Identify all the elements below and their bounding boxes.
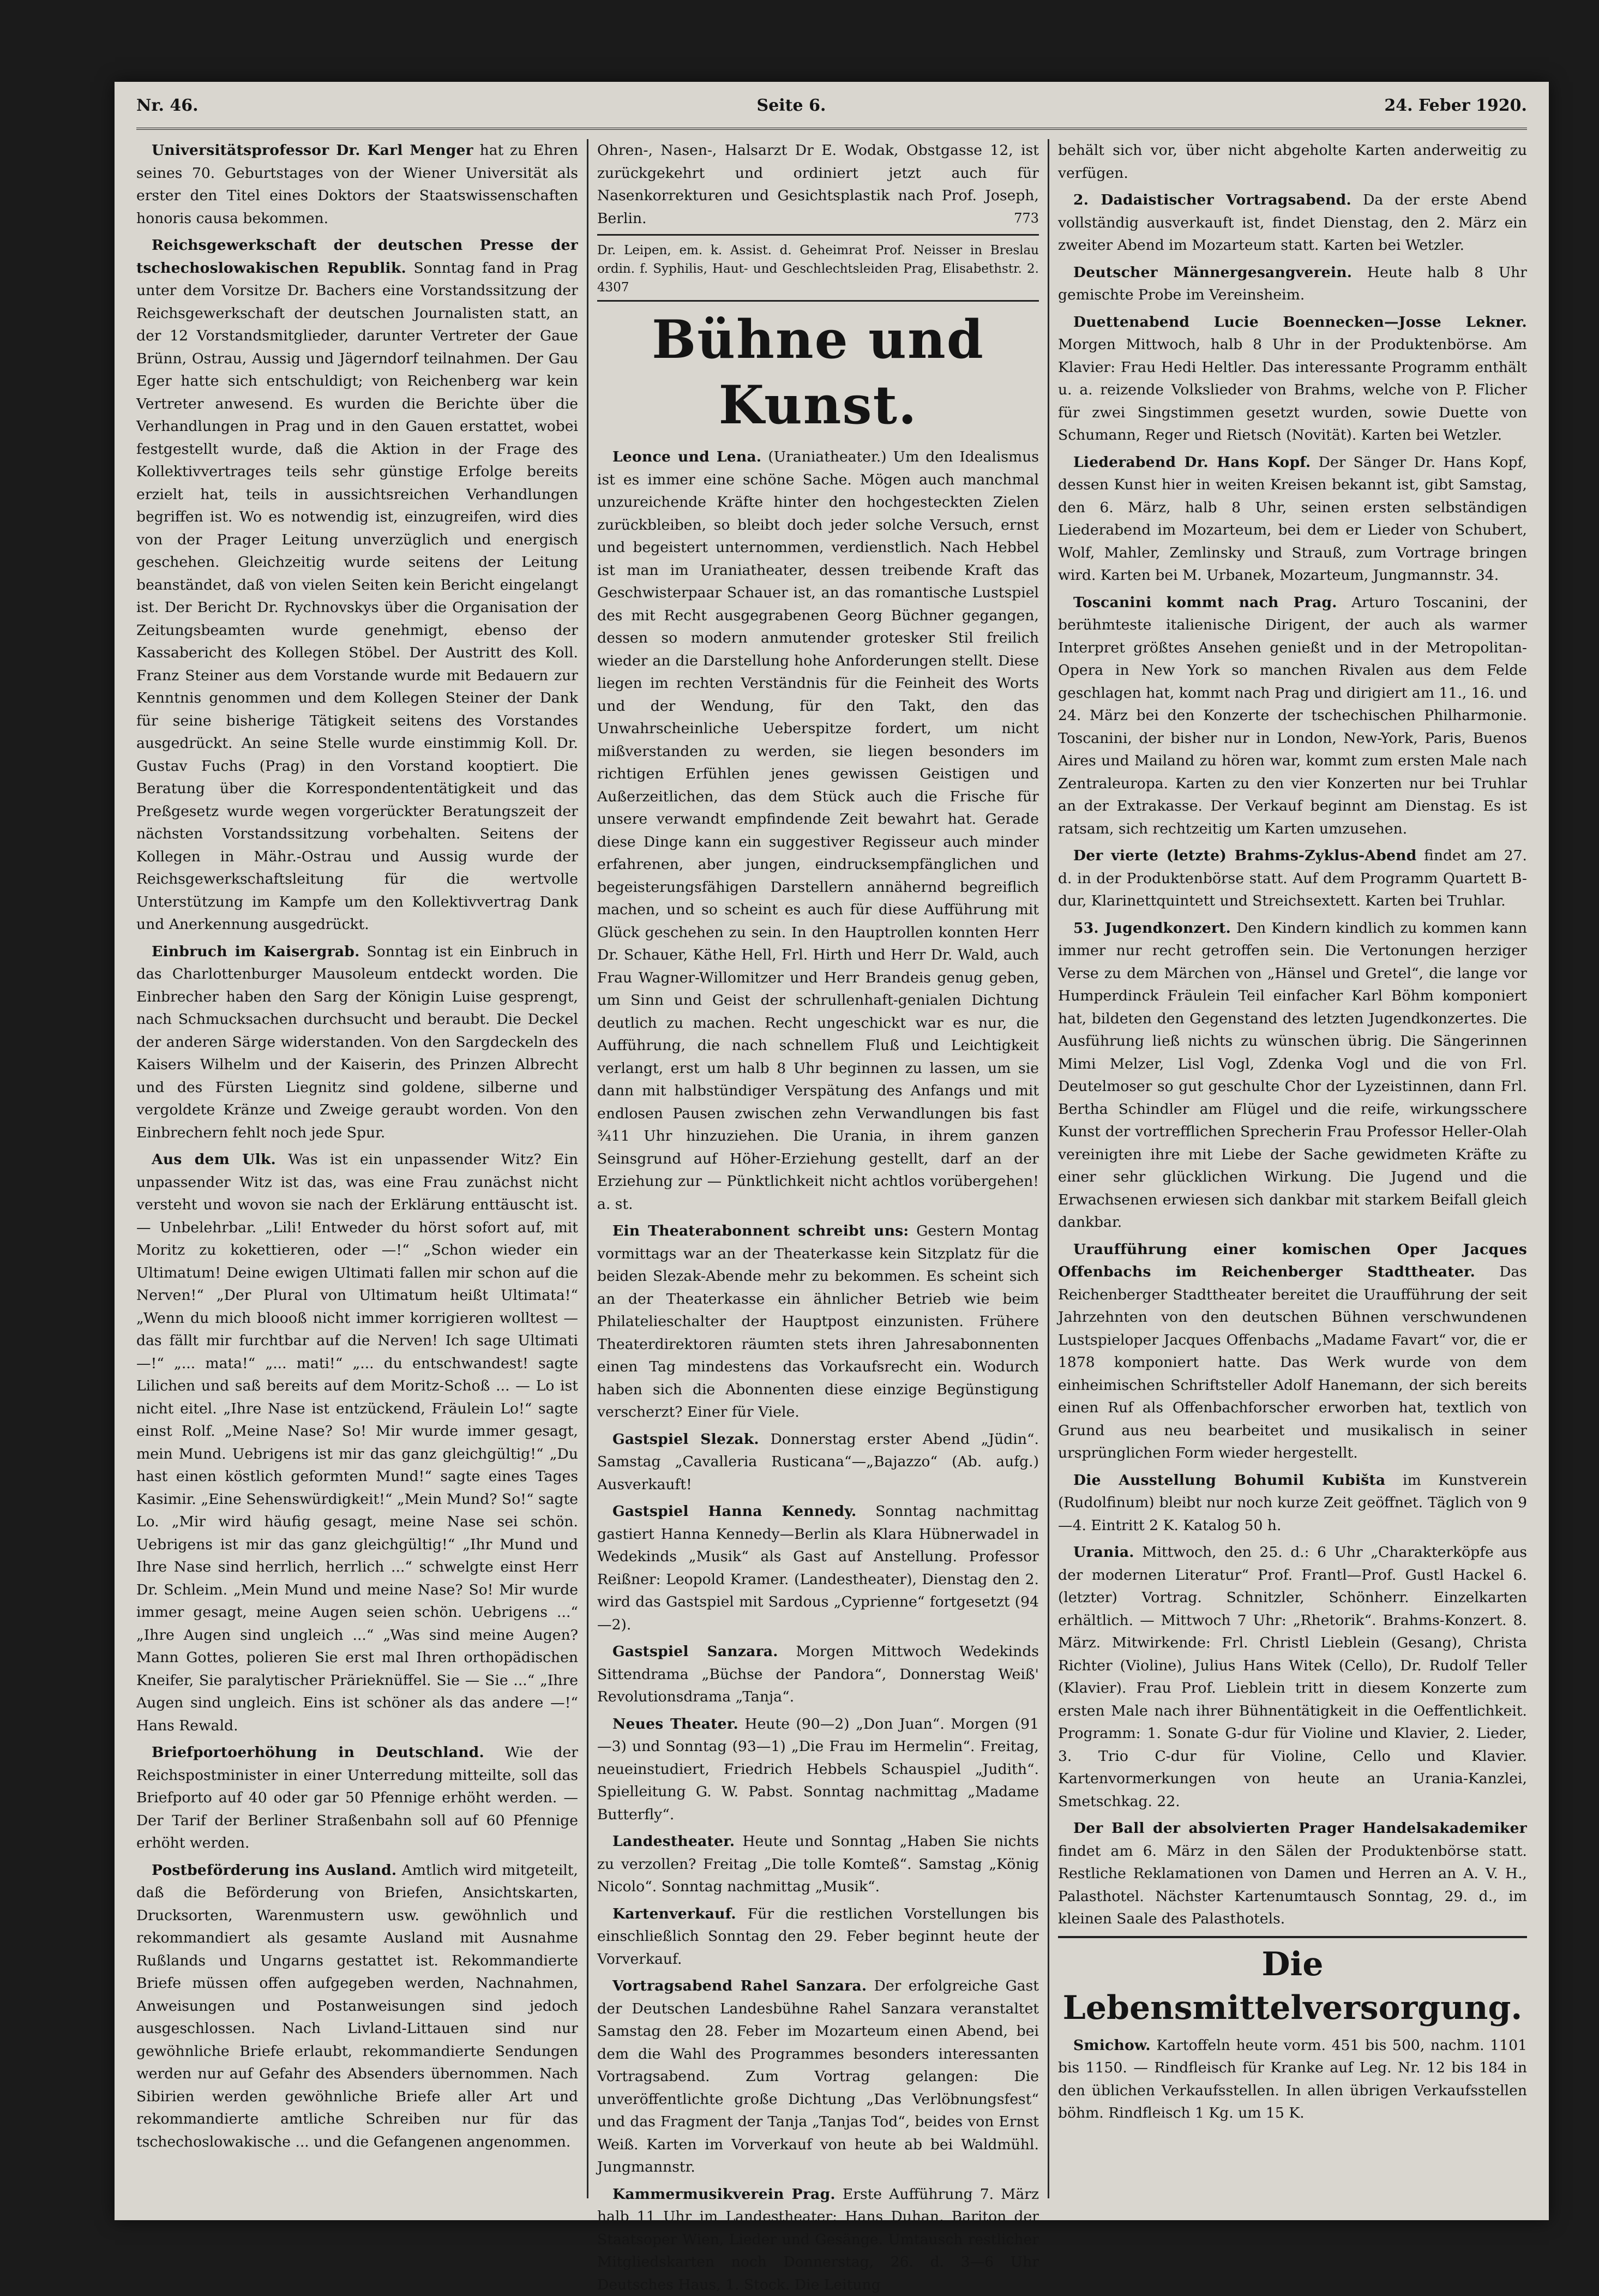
article xyxy=(597,1975,1039,2179)
article-headline: Deutscher Männergesangverein. xyxy=(1073,264,1352,281)
section-title: Bühne und Kunst. xyxy=(597,307,1039,438)
article-headline: Universitätsprofessor Dr. Karl Menger xyxy=(152,142,473,159)
article xyxy=(597,1640,1039,1708)
page-number: Seite 6. xyxy=(757,96,826,115)
issue-number: Nr. 46. xyxy=(136,96,199,115)
article-text: Morgen Mittwoch Wedekinds Sittendrama „Büchse der Pandora“, Donnerstag Weiß' Revolutionsdrama „Tanja“. xyxy=(597,1643,1039,1705)
article-headline: Einbruch im Kaisergrab. xyxy=(152,943,360,960)
article-text: findet am 6. März in den Sälen der Produktenbörse statt. Restliche Reklamationen von Damen und Herren an A. V. H., Palasthotel. Nächster Kartenumtausch Sonntag, 29. d., im kleinen Saale des Palasthotels. xyxy=(1058,1843,1527,1928)
article xyxy=(1058,2034,1527,2125)
article xyxy=(1058,844,1527,913)
article-text: (Uraniatheater.) Um den Idealismus ist es immer eine schöne Sache. Mögen auch manchmal unzureichende Kräfte hinter den hochgesteckten Zielen zurückbleiben, so bleibt doch jeder solche Versuch, ernst und begeistert unternommen, verdienstlich. Nach Hebbel ist man im Uraniatheater, dessen treibende Kraft das Geschwisterpaar Schauer ist, an das romantische Lustspiel des mit Recht ausgegrabenen Georg Büchner gegangen, dessen so modern anmutender grotesker Stil freilich wieder an die Darstellung hohe Anforderungen stellt. Diese liegen im rechten Verständnis für die Feinheit des Worts und der Wendung, für den Takt, den das Unwahrscheinliche Ueberspitze fordert, um nicht mißverstanden zu werden, sie liegen besonders im richtigen Erfühlen jenes gewissen Geistigen und Außerzeitlichen, das dem Stück auch die Frische für unsere verwandt empfindende Zeit bewahrt hat. Gerade diese Dinge kann ein suggestiver Regisseur auch minder erfahrenen, aber jungen, eindrucksempfänglichen und begeisterungsfähigen Darstellern annähernd begreiflich machen, und so scheint es auch für diese Aufführung mit Glück geschehen zu sein. In den Hauptrollen konnten Herr Dr. Schauer, Käthe Hell, Frl. Hirth und Herr Dr. Wald, auch Frau Wagner-Willomitzer und Herr Brandeis genug geben, um Sinn und Geist der schrullenhaft-genialen Dichtung deutlich zu machen. Recht ungeschickt war es nur, die Aufführung, die nach schnellem Fluß und Leichtigkeit verlangt, erst um halb 8 Uhr beginnen zu lassen, um sie dann mit halbstündiger Verspätung des Anfangs und mit endlosen Pausen zwischen zehn Verwandlungen bis fast ¾11 Uhr hinzuziehen. Die Urania, in ihrem ganzen Seinsgrund auf Höher-Erziehung gestellt, darf an der Erziehung zur — Pünktlichkeit nicht achtlos vorübergehen! xyxy=(597,448,1039,1190)
article-text: Der Sänger Dr. Hans Kopf, dessen Kunst hier in weiten Kreisen bekannt ist, gibt Samstag, den 6. März, halb 8 Uhr, seinen ersten selbständigen Liederabend im Mozarteum, bei dem er Lieder von Schubert, Wolf, Mahler, Zemlinsky und Strauß, zum Vortrage bringen wird. Karten bei M. Urbanek, Mozarteum, Jungmannstr. 34. xyxy=(1058,454,1527,584)
issue-date: 24. Feber 1920. xyxy=(1384,96,1527,115)
column-2 xyxy=(597,139,1039,2198)
article xyxy=(136,139,578,230)
section-title: Die Lebensmittelversorgung. xyxy=(1058,1936,1527,2030)
article xyxy=(1058,1817,1527,1931)
article-headline: Der Ball der absolvierten Prager Handelsakademiker xyxy=(1073,1820,1527,1837)
article xyxy=(597,1428,1039,1496)
column-divider xyxy=(587,139,588,2198)
article xyxy=(136,1859,578,2154)
article-text: hat zu Ehren seines 70. Geburtstages von der Wiener Universität als erster den Titel eines Doktors der Staatswissenschaften honoris causa bekommen. xyxy=(136,142,578,227)
article-text: Heute und Sonntag „Haben Sie nichts zu verzollen? Freitag „Die tolle Komteß“. Samstag „König Nicolo“. Sonntag nachmittag „Musik“. xyxy=(597,1833,1039,1895)
article-headline: Urania. xyxy=(1073,1544,1134,1561)
article xyxy=(1058,1469,1527,1537)
article-text: Heute (90—2) „Don Juan“. Morgen (91—3) und Sonntag (93—1) „Die Frau im Hermelin“. Freitag, neueinstudiert, Friedrich Hebbels Schauspiel „Judith“. Spielleitung G. W. Pabst. Sonntag nachmittag „Madame Butterfly“. xyxy=(597,1716,1039,1823)
article-headline: 53. Jugendkonzert. xyxy=(1073,920,1231,937)
ad-text: Dr. Leipen, em. k. Assist. d. Geheimrat Prof. Neisser in Breslau ordin. f. Syphilis, Haut- und Geschlechtsleiden Prag, Elisabethstr. 2. xyxy=(597,243,1039,276)
newspaper-page xyxy=(115,82,1549,2220)
article-text: Heute halb 8 Uhr gemischte Probe im Vereinsheim. xyxy=(1058,264,1527,304)
article-headline: Die Ausstellung Bohumil Kubišta xyxy=(1073,1472,1385,1489)
article xyxy=(597,446,1039,1215)
article-headline: Ein Theaterabonnent schreibt uns: xyxy=(612,1222,909,1239)
article-text: Sonntag ist ein Einbruch in das Charlottenburger Mausoleum entdeckt worden. Die Einbrecher haben den Sarg der Königin Luise gesprengt, nach Schmucksachen durchsucht und beraubt. Die Deckel der anderen Särge widerstanden. Von den Sargdeckeln des Kaisers Wilhelm und der Kaiserin, des Prinzen Albrecht und des Fürsten Liegnitz sind goldene, silberne und vergoldete Kränze und Zweige geraubt worden. Von den Einbrechern fehlt noch jede Spur. xyxy=(136,943,578,1141)
article-signature: a. st. xyxy=(597,1196,633,1213)
article-headline: Liederabend Dr. Hans Kopf. xyxy=(1073,454,1311,471)
article-text: Sonntag fand in Prag unter dem Vorsitze Dr. Bachers eine Vorstandssitzung der Reichsgewerkschaft der deutschen Journalisten statt, an der 12 Vorstandsmitglieder, darunter Vertreter der Gaue Brünn, Ostrau, Aussig und Jägerndorf teilnahmen. Der Gau Eger hatte sich entschuldigt; von Reichenberg war kein Vertreter anwesend. Es wurden die Berichte über die Verhandlungen in Prag und in den Gauen erstattet, wobei festgestellt wurde, daß die Aktion in der Frage des Kollektivvertrages teils sehr günstige Erfolge bereits erzielt hat, teils in aussichtsreichen Verhandlungen begriffen ist. Wo es notwendig ist, einzugreifen, wird dies von der Prager Leitung unverzüglich und energisch geschehen. Gleichzeitig wurde seitens der Leitung beanständet, daß von vielen Seiten kein Bericht eingelangt ist. Der Bericht Dr. Rychnovskys über die Organisation der Zeitungsbeamten wurde genehmigt, ebenso der Kassabericht des Kollegen Stöbel. Der Austritt des Koll. Franz Steiner aus dem Vorstande wurde mit Bedauern zur Kenntnis genommen und dem Kollegen Steiner der Dank für seine bisherige Tätigkeit seitens des Vorstandes ausgedrückt. An seine Stelle wurde einstimmig Koll. Dr. Gustav Fuchs (Prag) in den Vorstand kooptiert. Die Beratung über die Korrespondententätigkeit und das Preßgesetz wurde wegen vorgerückter Beratungszeit der nächsten Vorstandssitzung vorbehalten. Seitens der Kollegen in Mähr.-Ostrau und Aussig wurde der Reichsgewerkschaftsleitung für die wertvolle Unterstützung im Kampfe um den Kollektivvertrag Dank und Anerkennung ausgedrückt. xyxy=(136,260,578,933)
article-headline: Gastspiel Sanzara. xyxy=(612,1643,778,1660)
article-text: Was ist ein unpassender Witz? Ein unpassender Witz ist das, was eine Frau zunächst nicht versteht und wovon sie nach der Erklärung enttäuscht ist. — Unbelehrbar. „Lili! Entweder du hörst sofort auf, mit Moritz zu kokettieren, oder —!“ „Schon wieder ein Ultimatum! Deine ewigen Ultimati fallen mir schon auf die Nerven!“ „Der Plural von Ultimatum heißt Ultimata!“ „Wenn du mich bloooß nicht immer korrigieren wolltest — das fällt mir furchtbar auf die Nerven! Ich sage Ultimati —!“ „... mata!“ „... mati!“ „... du entschwandest! sagte Lilichen und saß bereits auf dem Moritz-Schoß ... — Lo ist nicht eitel. „Ihre Nase ist entzückend, Fräulein Lo!“ sagte einst Rolf. „Meine Nase? So! Mir wurde immer gesagt, mein Mund. Uebrigens ist mir das ganz gleichgültig!“ „Du hast einen köstlich geformten Mund!“ sagte eines Tages Kasimir. „Eine Sehenswürdigkeit!“ „Mein Mund? So!“ sagte Lo. „Mir wird häufig gesagt, meine Nase sei schön. Uebrigens ist mir das ganz gleichgültig!“ „Ihr Mund und Ihre Nase sind herrlich, herrlich ...“ schwelgte einst Herr Dr. Schleim. „Mein Mund und meine Nase? So! Mir wurde immer gesagt, meine Augen seien schön. Uebrigens ...“ „Ihre Augen sind ungleich ...“ „Was sind meine Augen? Mann Gottes, polieren Sie erst mal Ihren orthopädischen Kneifer, Sie paralytischer Prärieknüffel. Sie — Sie ...“ „Ihre Augen sind ungleich. Eins ist schöner als das andere —!“ xyxy=(136,1151,578,1711)
column-3 xyxy=(1058,139,1527,2198)
advertisement xyxy=(597,139,1039,236)
ad-text: Ohren-, Nasen-, Halsarzt Dr E. Wodak, Obstgasse 12, ist zurückgekehrt und ordiniert jetzt auch für Nasenkorrekturen und Gesichtsplastik nach Prof. Joseph, Berlin. xyxy=(597,142,1039,227)
article xyxy=(1058,917,1527,1234)
article xyxy=(136,1741,578,1855)
article-text: Gestern Montag vormittags war an der Theaterkasse kein Sitzplatz für die beiden Slezak-Abende mehr zu bekommen. Es scheint sich an der Theaterkasse ein ähnlicher Betrieb wie beim Philatelieschalter der Hauptpost einzunisten. Frühere Theaterdirektoren räumten stets ihren Jahresabonnenten einen Tag mindestens das Vorkaufsrecht ein. Wodurch haben sich die Abonnenten diese einzige Begünstigung verscherzt? Einer für Viele. xyxy=(597,1222,1039,1420)
article xyxy=(1058,591,1527,841)
article-text: Donnerstag erster Abend „Jüdin“. Samstag „Cavalleria Rusticana“—„Bajazzo“ (Ab. aufg.) Ausverkauft! xyxy=(597,1431,1039,1493)
article-headline: Leonce und Lena. xyxy=(612,448,761,465)
article-headline: Duettenabend Lucie Boennecken—Josse Lekner. xyxy=(1073,314,1527,331)
article xyxy=(1058,1238,1527,1465)
article-text: findet am 27. d. in der Produktenbörse statt. Auf dem Programm Quartett B-dur, Klarinettquintett und Streichsextett. Karten bei Truhlar. xyxy=(1058,847,1527,909)
column-1 xyxy=(136,139,578,2198)
article-headline: Neues Theater. xyxy=(612,1716,738,1733)
article-headline: Der vierte (letzte) Brahms-Zyklus-Abend xyxy=(1073,847,1417,864)
article xyxy=(1058,261,1527,307)
article-text: Wie der Reichspostminister in einer Unterredung mitteilte, soll das Briefporto auf 40 oder gar 50 Pfennige erhöht werden. — Der Tarif der Berliner Straßenbahn soll auf 60 Pfennige erhöht werden. xyxy=(136,1744,578,1851)
article-headline: 2. Dadaistischer Vortragsabend. xyxy=(1073,191,1351,208)
article-headline: Briefportoerhöhung in Deutschland. xyxy=(152,1744,484,1761)
article-text: Amtlich wird mitgeteilt, daß die Beförderung von Briefen, Ansichtskarten, Drucksorten, Warenmustern usw. gewöhnlich und rekommandiert als gesamte Ausland mit Ausnahme Rußlands und Ungarns gestattet ist. Rekommandierte Briefe müssen offen aufgegeben werden, Nachnahmen, Anweisungen und Postanweisungen sind jedoch ausgeschlossen. Nach Livland-Littauen sind nur gewöhnliche Briefe erlaubt, rekommandierte Sendungen werden nur auf Gefahr des Absenders übernommen. Nach Sibirien werden gewöhnliche Briefe aller Art und rekommandierte amtliche Schreiben nur für das tschechoslowakische ... und die Gefangenen angenommen. xyxy=(136,1862,578,2150)
article-headline: Kammermusikverein Prag. xyxy=(612,2186,835,2203)
article-text: Für die restlichen Vorstellungen bis einschließlich Sonntag den 29. Feber beginnt heute der Vorverkauf. xyxy=(597,1905,1039,1968)
article xyxy=(1058,311,1527,447)
article xyxy=(1058,1541,1527,1813)
article-headline: Postbeförderung ins Ausland. xyxy=(152,1862,396,1879)
article xyxy=(597,2183,1039,2296)
article xyxy=(1058,189,1527,257)
column-divider xyxy=(1048,139,1049,2198)
article xyxy=(136,234,578,936)
article-text: Arturo Toscanini, der berühmteste italienische Dirigent, der auch als warmer Interpret größtes Ansehen genießt und in der Metropolitan-Opera in New York so manchen Rivalen aus dem Felde geschlagen hat, kommt nach Prag und dirigiert am 11., 16. und 24. März bei den Konzerte der tschechischen Philharmonie. Toscanini, der bisher nur in London, New-York, Paris, Buenos Aires und Mailand zu hören war, kommt zum ersten Male nach Zentraleuropa. Karten zu den vier Konzerten nur bei Truhlar an der Extrakasse. Der Verkauf beginnt am Dienstag. Es ist ratsam, sich rechtzeitig um Karten umzusehen. xyxy=(1058,594,1527,837)
article-text: Kartoffeln heute vorm. 451 bis 500, nachm. 1101 bis 1150. — Rindfleisch für Kranke auf Leg. Nr. 12 bis 184 in den üblichen Verkaufsstellen. In allen übrigen Verkaufsstellen böhm. Rindfleisch 1 Kg. um 15 K. xyxy=(1058,2037,1527,2122)
article-text: Mittwoch, den 25. d.: 6 Uhr „Charakterköpfe aus der modernen Literatur“ Prof. Frantl—Prof. Gustl Hackel 6. (letzter) Vortrag. Schnitzler, Schönherr. Einzelkarten erhältlich. — Mittwoch 7 Uhr: „Rhetorik“. Brahms-Konzert. 8. März. Mitwirkende: Frl. Christl Lieblein (Gesang), Christa Richter (Violine), Julius Hans Witek (Cello), Dr. Rudolf Teller (Klavier). Frau Prof. Lieblein tritt in diesem Konzerte zum ersten Male nach ihrer Bühnentätigkeit in die Oeffentlichkeit. Programm: 1. Sonate G-dur für Violine und Klavier, 2. Lieder, 3. Trio C-dur für Violine, Cello und Klavier. Kartenvormerkungen von heute an Urania-Kanzlei, Smetschkag. 22. xyxy=(1058,1544,1527,1810)
article xyxy=(136,940,578,1144)
article-headline: Uraufführung einer komischen Oper Jacques Offenbachs im Reichenberger Stadttheater. xyxy=(1058,1241,1527,1281)
article-headline: Aus dem Ulk. xyxy=(152,1151,276,1168)
article-text: Erste Aufführung 7. März halb 11 Uhr im Landestheater: Hans Duhan, Bariton der Staatsoper Wien, Lieder und Gesänge. Umtausch restlicher Mitgliedskarten noch Donnerstag, 26. d. 3—6 Uhr Deutsches Haus, 1. Stock. Die Leitung xyxy=(597,2186,1039,2293)
article-headline: Gastspiel Hanna Kennedy. xyxy=(612,1503,856,1520)
article-text: im Kunstverein (Rudolfinum) bleibt nur noch kurze Zeit geöffnet. Täglich von 9—4. Eintritt 2 K. Katalog 50 h. xyxy=(1058,1472,1527,1534)
article-headline: Kartenverkauf. xyxy=(612,1905,736,1922)
header-rule xyxy=(136,128,1527,130)
article xyxy=(136,1148,578,1737)
advertisement xyxy=(597,241,1039,302)
article-headline: Vortragsabend Rahel Sanzara. xyxy=(612,1977,867,1994)
article xyxy=(597,1830,1039,1898)
article xyxy=(597,1220,1039,1424)
article xyxy=(1058,451,1527,587)
article-text: Da der erste Abend vollständig ausverkauft ist, findet Dienstag, den 2. März ein zweiter Abend im Mozarteum statt. Karten bei Wetzler. xyxy=(1058,191,1527,254)
article-text: Den Kindern kindlich zu kommen kann immer nur recht getroffen sein. Die Vertonungen herziger Verse zu dem Märchen von „Hänsel und Gretel“, die lange vor Humperdinck Fräulein Teil einfacher Karl Böhm komponiert hat, bildeten den Gegenstand des letzten Jugendkonzertes. Die Ausführung ließ nichts zu wünschen übrig. Die Sängerinnen Mimi Melzer, Lisl Vogl, Zdenka Vogl und die von Frl. Deutelmoser so gut geschulte Chor der Lyzeistinnen, dann Frl. Bertha Schindler am Flügel und die reife, wirkungsschere Kunst der vortrefflichen Sprecherin Frau Professor Heller-Olah vereinigten ihre mit Liebe der Sache gewidmeten Kräfte zu einer sehr glücklichen Wirkung. Die Jugend und die Erwachsenen erwiesen sich dankbar mit starkem Beifall gleich dankbar. xyxy=(1058,920,1527,1231)
ad-reference: 4307 xyxy=(597,280,629,295)
article-signature: Hans Rewald. xyxy=(136,1717,238,1734)
article-text: Sonntag nachmittag gastiert Hanna Kennedy—Berlin als Klara Hübnerwadel in Wedekinds „Musik“ als Gast auf Anstellung. Professor Reißner: Leopold Kramer. (Landestheater), Dienstag den 2. wird das Gastspiel mit Sardous „Cyprienne“ fortgesetzt (94—2). xyxy=(597,1503,1039,1633)
article xyxy=(597,1713,1039,1826)
article-headline: Smichow. xyxy=(1073,2037,1151,2054)
article-text: behält sich vor, über nicht abgeholte Karten anderweitig zu verfügen. xyxy=(1058,142,1527,182)
ad-reference: 773 xyxy=(1014,207,1039,230)
article-text: Morgen Mittwoch, halb 8 Uhr in der Produktenbörse. Am Klavier: Frau Hedi Heltler. Das interessante Programm enthält u. a. reizende Volkslieder von Brahms, welche von P. Flicher für zwei Singstimmen gesetzt wurden, sowie Duette von Schumann, Reger und Rietsch (Novität). Karten bei Wetzler. xyxy=(1058,336,1527,443)
article xyxy=(597,1903,1039,1971)
article-text: Der erfolgreiche Gast der Deutschen Landesbühne Rahel Sanzara veranstaltet Samstag den 28. Feber im Mozarteum einen Abend, bei dem die Wahl des Programmes besonders interessanten Vortragsabend. Zum Vortrag gelangen: Die unveröffentlichte große Dichtung „Das Verlöbnungsfest“ und das Fragment der Tanja „Tanjas Tod“, beides von Ernst Weiß. Karten im Vorverkauf von heute ab bei Waldmühl. Jungmannstr. xyxy=(597,1977,1039,2175)
article-headline: Toscanini kommt nach Prag. xyxy=(1073,594,1337,611)
article-headline: Reichsgewerkschaft der deutschen Presse der tschechoslowakischen Republik. xyxy=(136,237,578,277)
article-headline: Landestheater. xyxy=(612,1833,735,1850)
article xyxy=(1058,139,1527,184)
article-headline: Gastspiel Slezak. xyxy=(612,1431,759,1448)
article xyxy=(597,1500,1039,1636)
article-text: Das Reichenberger Stadttheater bereitet die Uraufführung der seit Jahrzehnten von den deutschen Bühnen verschwundenen Lustspieloper Jacques Offenbachs „Madame Favart“ vor, die er 1878 komponiert hatte. Das Werk wurde von dem einheimischen Schriftsteller Adolf Hanemann, der sich bereits einen Ruf als Offenbachforscher erworben hat, textlich von Grund aus neu bearbeitet und musikalisch in seiner ursprünglichen Form wieder hergestellt. xyxy=(1058,1263,1527,1461)
page-header xyxy=(136,92,1527,119)
